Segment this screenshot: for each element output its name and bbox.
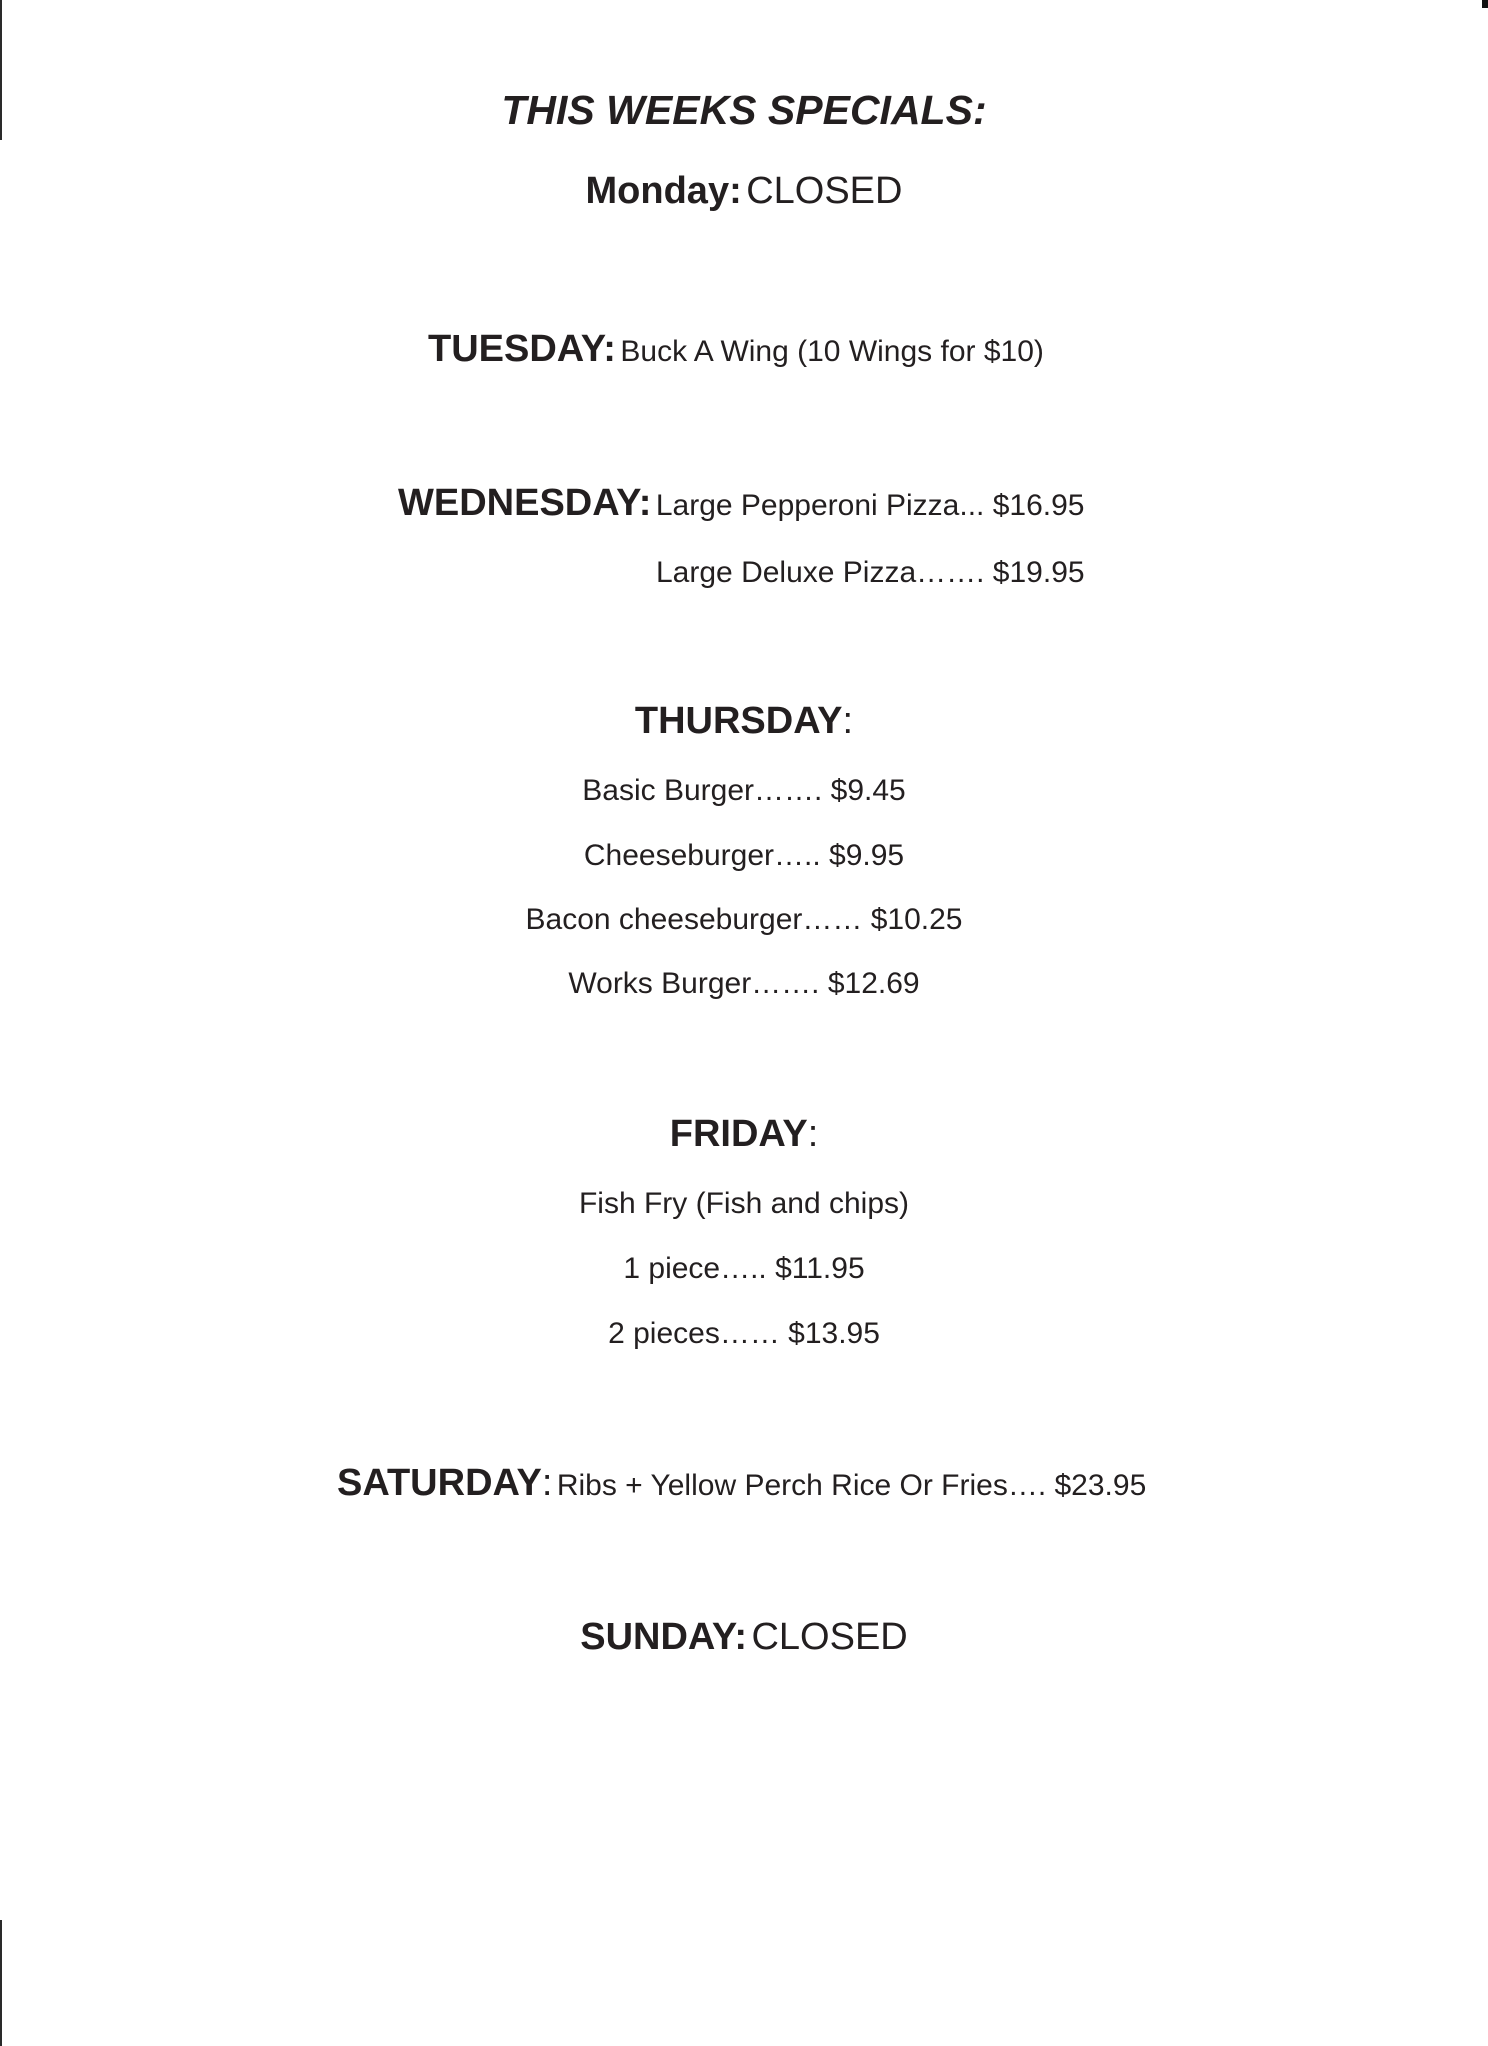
thursday-heading	[0, 702, 1488, 740]
thursday-item: Works Burger……. $12.69	[568, 967, 920, 1000]
wednesday-special: Large Deluxe Pizza……. $19.95	[656, 556, 1085, 589]
sunday-special: CLOSED	[751, 1616, 908, 1658]
saturday-row	[337, 1464, 1146, 1502]
thursday-day-label: THURSDAY	[634, 700, 843, 742]
saturday-colon: :	[541, 1462, 553, 1504]
friday-day-label: FRIDAY	[669, 1113, 808, 1155]
monday-day-label: Monday:	[585, 170, 742, 212]
saturday-special: Ribs + Yellow Perch Rice Or Fries…. $23.95	[556, 1469, 1147, 1502]
wednesday-day-label: WEDNESDAY:	[398, 482, 652, 524]
friday-heading	[0, 1115, 1488, 1153]
saturday-day-label: SATURDAY	[337, 1462, 542, 1504]
thursday-item: Bacon cheeseburger…… $10.25	[525, 903, 963, 936]
friday-colon: :	[807, 1113, 819, 1155]
friday-item: 1 piece….. $11.95	[623, 1252, 865, 1285]
tuesday-row	[428, 330, 1044, 368]
thursday-item: Basic Burger……. $9.45	[582, 774, 906, 807]
thursday-colon: :	[842, 700, 854, 742]
scan-corner-mark	[1482, 0, 1488, 8]
page-title: THIS WEEKS SPECIALS:	[501, 87, 987, 133]
tuesday-special: Buck A Wing (10 Wings for $10)	[620, 335, 1044, 368]
sunday-row	[0, 1618, 1488, 1656]
wednesday-special: Large Pepperoni Pizza... $16.95	[655, 489, 1085, 522]
sunday-day-label: SUNDAY:	[580, 1616, 748, 1658]
scan-edge	[0, 1920, 2, 2046]
friday-item: 2 pieces…… $13.95	[608, 1317, 880, 1350]
thursday-item: Cheeseburger….. $9.95	[583, 839, 905, 872]
monday-special: CLOSED	[746, 170, 903, 212]
monday-row	[0, 172, 1488, 210]
tuesday-day-label: TUESDAY:	[428, 328, 616, 370]
friday-item: Fish Fry (Fish and chips)	[578, 1187, 910, 1220]
wednesday-row	[398, 484, 1084, 522]
